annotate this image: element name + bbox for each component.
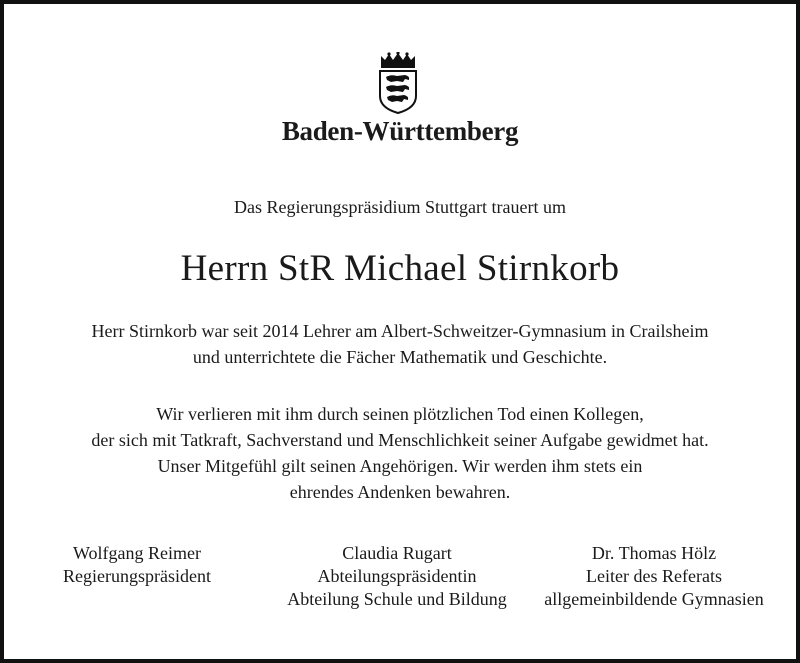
biography-paragraph [4,318,796,370]
signatory-title: allgemeinbildende Gymnasien [544,589,764,609]
signatory-name: Dr. Thomas Hölz [591,543,717,563]
signatory-name: Claudia Rugart [342,543,452,563]
text-line: und unterrichtete die Fächer Mathematik und Geschichte. [192,347,608,367]
deceased-name: Herrn StR Michael Stirnkorb [180,248,620,289]
text-line: der sich mit Tatkraft, Sachverstand und Menschlichkeit seiner Aufgabe gewidmet hat. [91,430,709,450]
text-line: Unser Mitgefühl gilt seinen Angehörigen. Wir werden ihm stets ein [157,456,643,476]
signatory-title: Abteilungspräsidentin [317,566,477,586]
state-name: Baden-Württemberg [281,116,519,146]
signatory-2 [267,542,527,611]
text-line: Herr Stirnkorb war seit 2014 Lehrer am Albert-Schweitzer-Gymnasium in Crailsheim [91,321,709,341]
signatory-3 [524,542,784,611]
signatory-title: Leiter des Referats [586,566,722,586]
text-line: ehrendes Andenken bewahren. [289,482,511,502]
signatory-title: Regierungspräsident [63,566,211,586]
signatory-1 [7,542,267,588]
signatory-name: Wolfgang Reimer [72,543,201,563]
coat-of-arms-icon [375,52,421,114]
signatory-title: Abteilung Schule und Bildung [287,589,507,609]
intro-text: Das Regierungspräsidium Stuttgart trauert um [234,197,566,217]
condolence-paragraph [4,401,796,505]
text-line: Wir verlieren mit ihm durch seinen plötzlichen Tod einen Kollegen, [156,404,644,424]
